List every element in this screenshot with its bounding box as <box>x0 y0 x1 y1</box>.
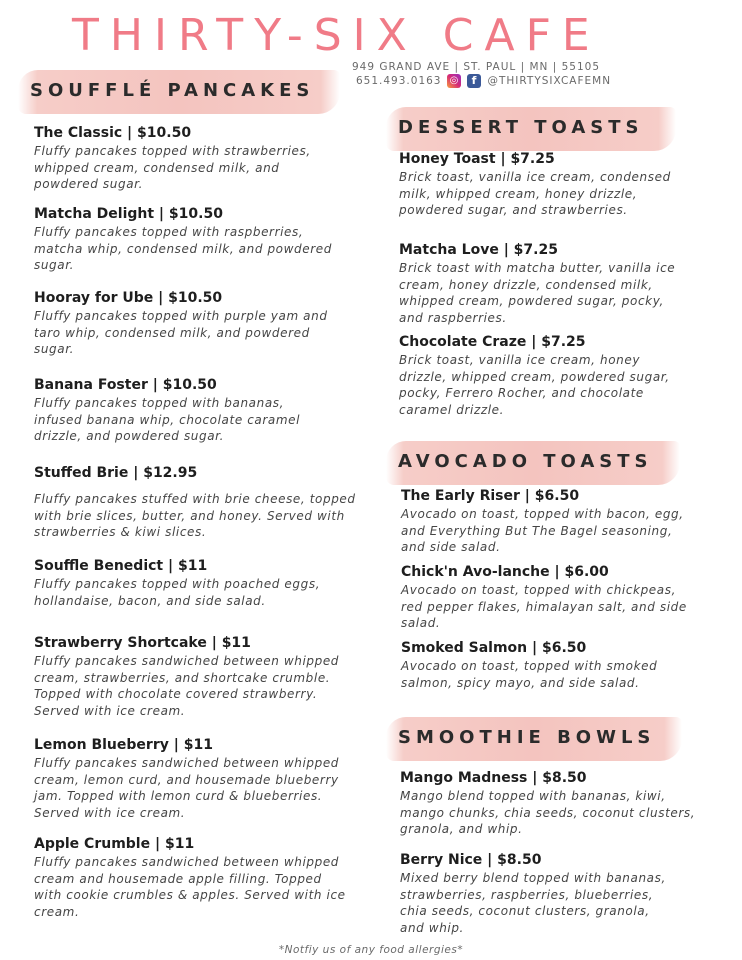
menu-item <box>34 464 368 541</box>
item-name: Chocolate Craze | $7.25 <box>399 334 586 350</box>
menu-item <box>400 851 672 936</box>
menu-item <box>401 563 701 632</box>
section-heading: SOUFFLÉ PANCAKES <box>30 80 315 101</box>
instagram-icon[interactable]: ◎ <box>447 74 461 88</box>
allergy-notice: *Notfiy us of any food allergies* <box>278 944 464 956</box>
item-description: Mixed berry blend topped with bananas, strawberries, raspberries, blueberries, chia seeds, coconut clusters, granola, and whip. <box>400 871 666 935</box>
address: 949 GRAND AVE | ST. PAUL | MN | 55105 <box>352 61 601 73</box>
menu-item <box>34 205 334 274</box>
menu-item <box>401 639 701 691</box>
item-name: Matcha Delight | $10.50 <box>34 206 223 222</box>
facebook-icon[interactable]: f <box>467 74 481 88</box>
item-description: Fluffy pancakes stuffed with brie cheese, topped with brie slices, butter, and honey. Served with strawberries & kiwi slices. <box>34 492 356 539</box>
menu-item <box>400 769 700 838</box>
menu-item <box>34 634 364 719</box>
item-description: Avocado on toast, topped with smoked salmon, spicy mayo, and side salad. <box>401 659 658 690</box>
item-name: Chick'n Avo-lanche | $6.00 <box>401 564 609 580</box>
item-name: Hooray for Ube | $10.50 <box>34 290 223 306</box>
contact-info <box>352 60 611 88</box>
phone-number: 651.493.0163 <box>356 75 442 87</box>
section-heading: AVOCADO TOASTS <box>398 451 653 472</box>
menu-item <box>401 487 701 556</box>
item-name: Strawberry Shortcake | $11 <box>34 635 251 651</box>
menu-item <box>399 150 689 219</box>
item-name: Berry Nice | $8.50 <box>400 852 542 868</box>
item-description: Fluffy pancakes topped with poached eggs, hollandaise, bacon, and side salad. <box>34 577 321 608</box>
item-description: Fluffy pancakes sandwiched between whipped cream, strawberries, and shortcake crumble. Topped with chocolate covered strawberry. Served with ice cream. <box>34 654 340 718</box>
menu-item <box>34 289 334 358</box>
item-description: Avocado on toast, topped with chickpeas, red pepper flakes, himalayan salt, and side salad. <box>401 583 687 630</box>
section-souffle-pancakes <box>18 70 340 114</box>
item-description: Brick toast with matcha butter, vanilla ice cream, honey drizzle, condensed milk, whipped cream, powdered sugar, pocky, and raspberries. <box>399 261 676 325</box>
item-description: Fluffy pancakes topped with bananas, infused banana whip, chocolate caramel drizzle, and powdered sugar. <box>34 396 301 443</box>
item-description: Fluffy pancakes topped with raspberries, matcha whip, condensed milk, and powdered sugar. <box>34 225 332 272</box>
social-handle: @THIRTYSIXCAFEMN <box>487 75 612 87</box>
item-name: Smoked Salmon | $6.50 <box>401 640 587 656</box>
item-name: Souffle Benedict | $11 <box>34 558 208 574</box>
item-description: Mango blend topped with bananas, kiwi, mango chunks, chia seeds, coconut clusters, granola, and whip. <box>400 789 696 836</box>
item-name: Honey Toast | $7.25 <box>399 151 555 167</box>
item-name: The Early Riser | $6.50 <box>401 488 580 504</box>
cafe-title: THIRTY-SIX CAFE <box>72 10 601 61</box>
item-description: Fluffy pancakes topped with strawberries, whipped cream, condensed milk, and powdered sugar. <box>34 144 311 191</box>
item-name: Matcha Love | $7.25 <box>399 242 558 258</box>
menu-item <box>34 835 354 920</box>
item-description: Brick toast, vanilla ice cream, condensed milk, whipped cream, honey drizzle, powdered sugar, and strawberries. <box>399 170 671 217</box>
item-name: The Classic | $10.50 <box>34 125 192 141</box>
menu-item <box>34 557 334 609</box>
item-name: Mango Madness | $8.50 <box>400 770 587 786</box>
item-description: Fluffy pancakes topped with purple yam and taro whip, condensed milk, and powdered sugar. <box>34 309 328 356</box>
item-description: Avocado on toast, topped with bacon, egg, and Everything But The Bagel seasoning, and side salad. <box>401 507 684 554</box>
section-heading: SMOOTHIE BOWLS <box>398 727 656 748</box>
item-description: Fluffy pancakes sandwiched between whipped cream and housemade apple filling. Topped with cookie crumbles & apples. Served with ice cream. <box>34 855 346 919</box>
item-name: Banana Foster | $10.50 <box>34 377 217 393</box>
item-name: Lemon Blueberry | $11 <box>34 737 213 753</box>
menu-item <box>34 376 334 445</box>
item-description: Brick toast, vanilla ice cream, honey drizzle, whipped cream, powdered sugar, pocky, Ferrero Rocher, and chocolate caramel drizzle. <box>399 353 670 417</box>
section-dessert-toasts <box>386 107 676 151</box>
section-smoothie-bowls <box>386 717 682 761</box>
menu-item <box>399 333 689 418</box>
section-avocado-toasts <box>386 441 680 485</box>
section-heading: DESSERT TOASTS <box>398 117 644 138</box>
item-description: Fluffy pancakes sandwiched between whipped cream, lemon curd, and housemade blueberry jam. Topped with lemon curd & blueberries. Served with ice cream. <box>34 756 340 820</box>
menu-item <box>34 736 354 821</box>
menu-item <box>399 241 689 326</box>
menu-item <box>34 124 334 193</box>
item-name: Apple Crumble | $11 <box>34 836 195 852</box>
item-name: Stuffed Brie | $12.95 <box>34 465 198 481</box>
